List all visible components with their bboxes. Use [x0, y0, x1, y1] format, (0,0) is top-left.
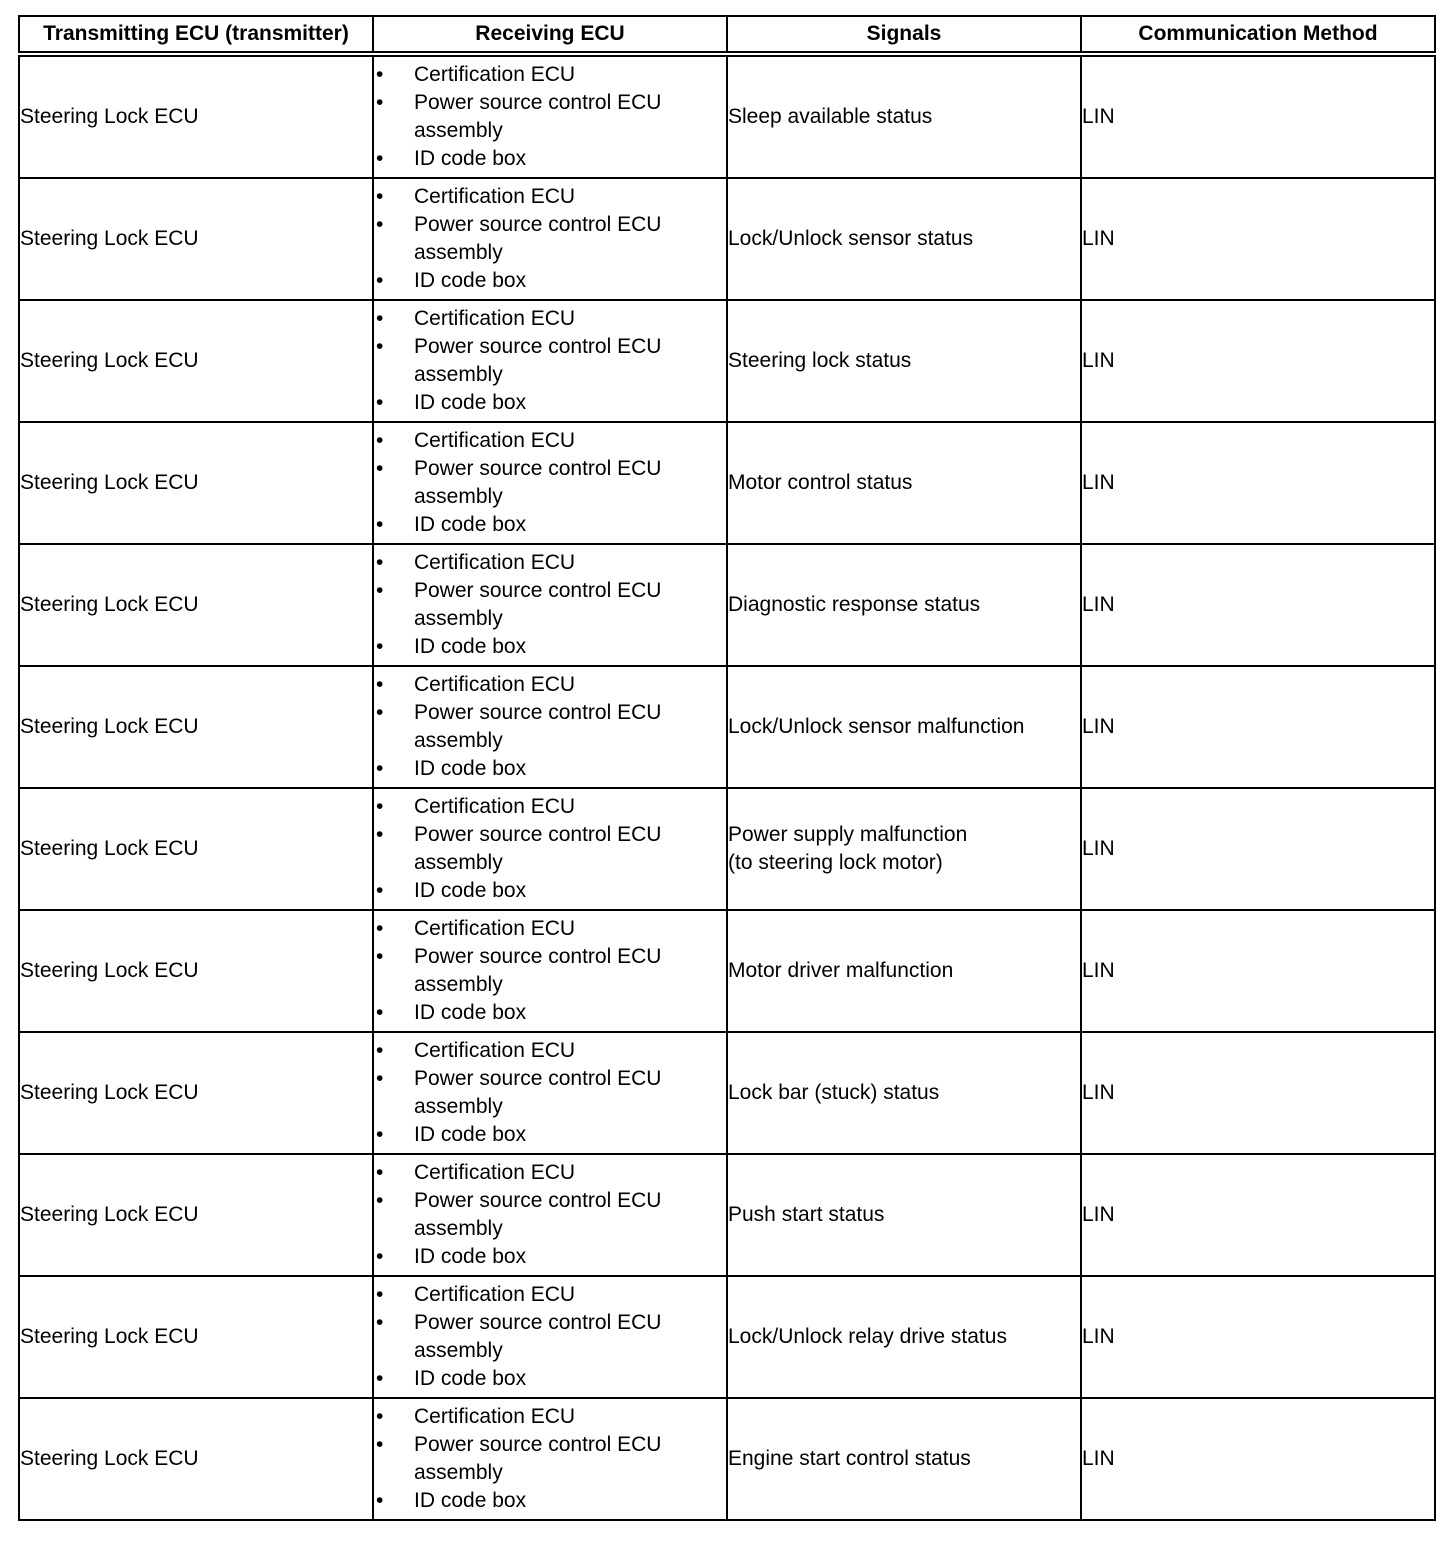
receiver-list-item: • ID code box: [374, 1365, 726, 1393]
transmitter-cell: Steering Lock ECU: [19, 300, 373, 422]
receiver-list-item: • Power source control ECU assembly: [374, 89, 726, 145]
header-signals: Signals: [727, 16, 1081, 54]
signal-cell: [727, 54, 1081, 178]
signal-text: Sleep available status: [728, 105, 933, 128]
receiver-list-item: • Certification ECU: [374, 61, 726, 89]
transmitter-cell: Steering Lock ECU: [19, 1276, 373, 1398]
transmitter-cell: Steering Lock ECU: [19, 1154, 373, 1276]
signal-text: Diagnostic response status: [728, 593, 981, 616]
header-method: Communication Method: [1081, 16, 1435, 54]
receiver-cell: [373, 1032, 727, 1154]
receiver-list-item: • Certification ECU: [374, 1281, 726, 1309]
receiver-list-item: • ID code box: [374, 1487, 726, 1515]
receiver-cell: [373, 788, 727, 910]
transmitter-cell: Steering Lock ECU: [19, 666, 373, 788]
method-cell: LIN: [1081, 178, 1435, 300]
method-cell: LIN: [1081, 1276, 1435, 1398]
receiver-list: [374, 1281, 726, 1393]
method-cell: LIN: [1081, 544, 1435, 666]
signal-text: Lock/Unlock relay drive status: [728, 1325, 1007, 1348]
receiver-cell: [373, 910, 727, 1032]
receiver-list: [374, 61, 726, 173]
table-row: [19, 1398, 1435, 1520]
receiver-list-item: • Certification ECU: [374, 1403, 726, 1431]
receiver-list-item: • Certification ECU: [374, 793, 726, 821]
receiver-list-item: • ID code box: [374, 1243, 726, 1271]
signal-cell: [727, 1154, 1081, 1276]
receiver-list-item: • Certification ECU: [374, 1159, 726, 1187]
transmitter-cell: Steering Lock ECU: [19, 1398, 373, 1520]
table-row: [19, 788, 1435, 910]
receiver-cell: [373, 544, 727, 666]
receiver-list-item: • Power source control ECU assembly: [374, 1187, 726, 1243]
header-transmitter: Transmitting ECU (transmitter): [19, 16, 373, 54]
receiver-cell: [373, 1398, 727, 1520]
receiver-list-item: • Power source control ECU assembly: [374, 211, 726, 267]
signal-cell: [727, 1398, 1081, 1520]
signal-text-line2: (to steering lock motor): [728, 851, 943, 874]
method-cell: LIN: [1081, 422, 1435, 544]
receiver-list-item: • ID code box: [374, 633, 726, 661]
receiver-list: [374, 915, 726, 1027]
method-cell: LIN: [1081, 910, 1435, 1032]
receiver-list-item: • Certification ECU: [374, 671, 726, 699]
receiver-list: [374, 183, 726, 295]
signal-text: Motor control status: [728, 471, 913, 494]
receiver-list-item: • ID code box: [374, 145, 726, 173]
table-row: [19, 910, 1435, 1032]
table-row: [19, 1032, 1435, 1154]
table-row: [19, 666, 1435, 788]
signal-cell: [727, 788, 1081, 910]
receiver-cell: [373, 1276, 727, 1398]
signal-text: Power supply malfunction: [728, 823, 968, 846]
receiver-list: [374, 1159, 726, 1271]
method-cell: LIN: [1081, 300, 1435, 422]
signal-text: Lock bar (stuck) status: [728, 1081, 940, 1104]
table-row: [19, 1276, 1435, 1398]
method-cell: LIN: [1081, 1398, 1435, 1520]
receiver-list: [374, 305, 726, 417]
receiver-list-item: • Certification ECU: [374, 183, 726, 211]
receiver-list-item: • Certification ECU: [374, 305, 726, 333]
receiver-list-item: • Power source control ECU assembly: [374, 333, 726, 389]
table-row: [19, 300, 1435, 422]
ecu-signal-table: [18, 15, 1436, 1521]
method-cell: LIN: [1081, 54, 1435, 178]
signal-cell: [727, 178, 1081, 300]
signal-text: Lock/Unlock sensor malfunction: [728, 715, 1025, 738]
header-receiver: Receiving ECU: [373, 16, 727, 54]
transmitter-cell: Steering Lock ECU: [19, 422, 373, 544]
receiver-list-item: • Power source control ECU assembly: [374, 455, 726, 511]
receiver-list-item: • Certification ECU: [374, 549, 726, 577]
header-row: [19, 16, 1435, 54]
receiver-list-item: • Power source control ECU assembly: [374, 577, 726, 633]
receiver-list-item: • ID code box: [374, 877, 726, 905]
signal-cell: [727, 544, 1081, 666]
signal-cell: [727, 300, 1081, 422]
receiver-list-item: • ID code box: [374, 999, 726, 1027]
receiver-list: [374, 671, 726, 783]
receiver-list: [374, 427, 726, 539]
receiver-list-item: • ID code box: [374, 511, 726, 539]
receiver-list-item: • ID code box: [374, 389, 726, 417]
transmitter-cell: Steering Lock ECU: [19, 788, 373, 910]
transmitter-cell: Steering Lock ECU: [19, 1032, 373, 1154]
receiver-cell: [373, 422, 727, 544]
signal-cell: [727, 422, 1081, 544]
table-row: [19, 1154, 1435, 1276]
signal-text: Steering lock status: [728, 349, 912, 372]
receiver-list-item: • Power source control ECU assembly: [374, 1065, 726, 1121]
signal-text: Push start status: [728, 1203, 885, 1226]
signal-cell: [727, 1032, 1081, 1154]
transmitter-cell: Steering Lock ECU: [19, 910, 373, 1032]
receiver-list-item: • ID code box: [374, 755, 726, 783]
receiver-list-item: • Power source control ECU assembly: [374, 821, 726, 877]
table-row: [19, 54, 1435, 178]
signal-cell: [727, 666, 1081, 788]
signal-text: Motor driver malfunction: [728, 959, 954, 982]
receiver-cell: [373, 300, 727, 422]
receiver-list-item: • Certification ECU: [374, 427, 726, 455]
transmitter-cell: Steering Lock ECU: [19, 178, 373, 300]
receiver-list-item: • Power source control ECU assembly: [374, 699, 726, 755]
receiver-list-item: • Certification ECU: [374, 1037, 726, 1065]
receiver-list-item: • Power source control ECU assembly: [374, 1309, 726, 1365]
receiver-list: [374, 1037, 726, 1149]
receiver-list-item: • Certification ECU: [374, 915, 726, 943]
table-row: [19, 544, 1435, 666]
method-cell: LIN: [1081, 666, 1435, 788]
signal-cell: [727, 1276, 1081, 1398]
signal-text: Engine start control status: [728, 1447, 971, 1470]
transmitter-cell: Steering Lock ECU: [19, 544, 373, 666]
method-cell: LIN: [1081, 1032, 1435, 1154]
signal-cell: [727, 910, 1081, 1032]
signal-text: Lock/Unlock sensor status: [728, 227, 974, 250]
table-body: [19, 54, 1435, 1520]
receiver-cell: [373, 178, 727, 300]
receiver-list-item: • Power source control ECU assembly: [374, 943, 726, 999]
receiver-cell: [373, 666, 727, 788]
receiver-cell: [373, 54, 727, 178]
receiver-list-item: • ID code box: [374, 267, 726, 295]
receiver-list: [374, 793, 726, 905]
transmitter-cell: Steering Lock ECU: [19, 54, 373, 178]
method-cell: LIN: [1081, 788, 1435, 910]
receiver-list: [374, 549, 726, 661]
receiver-cell: [373, 1154, 727, 1276]
method-cell: LIN: [1081, 1154, 1435, 1276]
table-row: [19, 178, 1435, 300]
table-row: [19, 422, 1435, 544]
receiver-list: [374, 1403, 726, 1515]
receiver-list-item: • ID code box: [374, 1121, 726, 1149]
receiver-list-item: • Power source control ECU assembly: [374, 1431, 726, 1487]
